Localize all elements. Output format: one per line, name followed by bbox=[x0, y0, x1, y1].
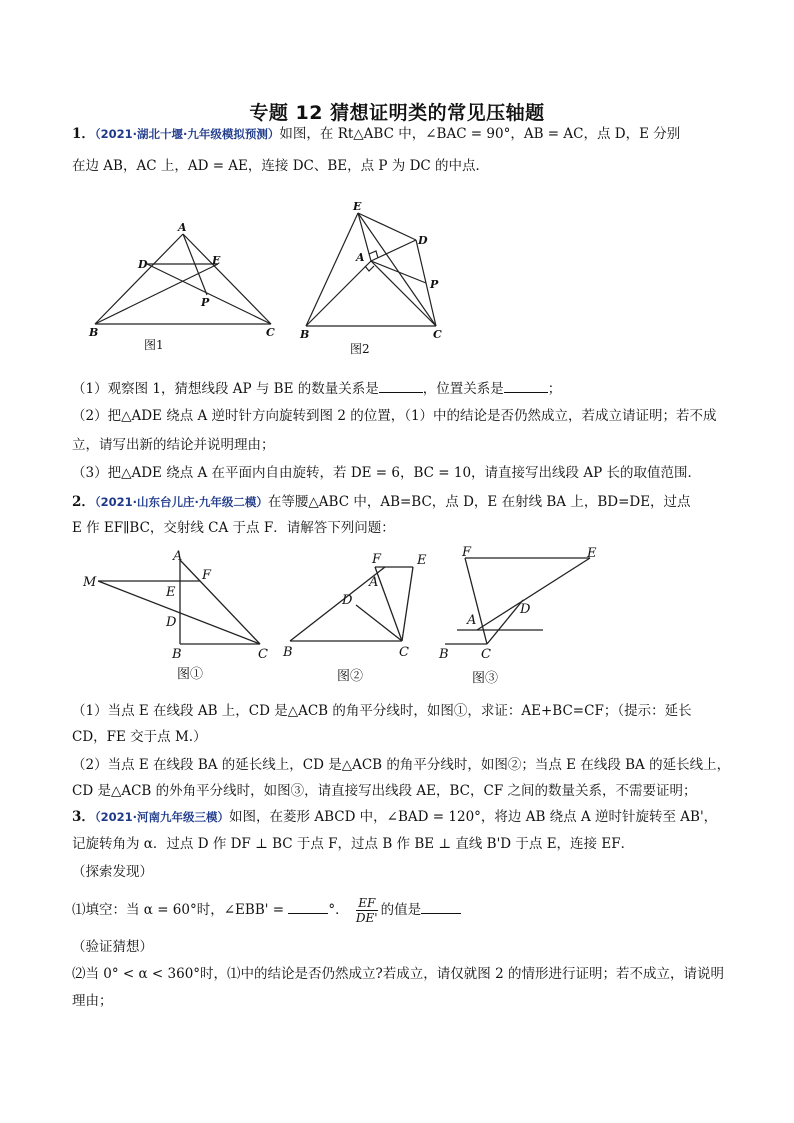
q3-source: （2021·河南九年级三模） bbox=[94, 810, 230, 824]
q3-explore-label: （探索发现） bbox=[72, 864, 153, 880]
f1-label-b: B bbox=[89, 326, 99, 339]
g3-label-f: F bbox=[462, 545, 472, 560]
q1-stem-line2: 在边 AB，AC 上，AD = AE，连接 DC、BE，点 P 为 DC 的中点． bbox=[72, 158, 490, 174]
q2-figure-2 bbox=[280, 545, 435, 665]
q1-figure-2 bbox=[296, 198, 456, 348]
q3-number: 3． bbox=[72, 809, 95, 825]
g1-label-b: B bbox=[172, 647, 182, 662]
q2-stem-line2: E 作 EF∥BC，交射线 CA 于点 F．请解答下列问题： bbox=[72, 520, 395, 536]
q1-blank-quantity[interactable] bbox=[379, 380, 423, 393]
q3-stem-line2: 记旋转角为 α．过点 D 作 DF ⊥ BC 于点 F，过点 B 作 BE ⊥ 直线 B'D 于点 E，连接 EF． bbox=[72, 836, 635, 852]
g2-label-c: C bbox=[399, 645, 409, 660]
f1-label-p: P bbox=[201, 296, 210, 309]
f2-label-e: E bbox=[353, 200, 362, 213]
q1-fig1-caption: 图1 bbox=[144, 338, 164, 352]
q2-stem-text1: 在等腰△ABC 中，AB=BC，点 D，E 在射线 BA 上，BD=DE，过点 bbox=[267, 494, 691, 510]
g1-label-a: A bbox=[173, 549, 183, 564]
q1-part2-line1: （2）把△ADE 绕点 A 逆时针方向旋转到图 2 的位置，（1）中的结论是否仍然成立，若成立请证明；若不成 bbox=[72, 408, 717, 424]
g1-label-m: M bbox=[83, 575, 97, 590]
q3-part1 bbox=[72, 896, 752, 925]
g1-label-f: F bbox=[202, 568, 212, 583]
q2-stem-line1 bbox=[72, 491, 752, 513]
g1-label-e: E bbox=[166, 585, 176, 600]
q3-frac-numerator: EF bbox=[356, 896, 378, 911]
q2-part2-line2: CD 是△ACB 的外角平分线时，如图③，请直接写出线段 AE，BC，CF 之间的数量关系，不需要证明； bbox=[72, 783, 697, 799]
q2-part1-line2: CD，FE 交于点 M.） bbox=[72, 729, 207, 745]
q3-stem-line1 bbox=[72, 806, 752, 828]
q2-number: 2． bbox=[72, 494, 95, 510]
f2-label-p: P bbox=[430, 278, 439, 291]
q1-part3: （3）把△ADE 绕点 A 在平面内自由旋转，若 DE = 6，BC = 10，请直接写出线段 AP 长的取值范围． bbox=[72, 465, 701, 481]
q3-stem-text1: 如图，在菱形 ABCD 中，∠BAD = 120°，将边 AB 绕点 A 逆时针旋转至 AB'， bbox=[229, 809, 718, 825]
q1-number: 1． bbox=[72, 126, 95, 142]
g1-label-c: C bbox=[258, 647, 268, 662]
q2-part2-line1: （2）当点 E 在线段 BA 的延长线上，CD 是△ACB 的角平分线时，如图②；当点 E 在线段 BA 的延长线上， bbox=[72, 757, 731, 773]
q2-figure-3 bbox=[435, 545, 610, 665]
q2-fig3-caption: 图③ bbox=[472, 671, 499, 686]
f2-label-d: D bbox=[418, 234, 428, 247]
q1-part2-line2: 立，请写出新的结论并说明理由； bbox=[72, 437, 275, 453]
q2-source: （2021·山东台儿庄·九年级二模） bbox=[94, 495, 268, 509]
q1-figure-1 bbox=[85, 218, 285, 358]
q3-verify-label: （验证猜想） bbox=[72, 939, 153, 955]
q2-figure-1 bbox=[80, 545, 275, 665]
f1-label-d: D bbox=[138, 258, 148, 271]
q1-part1-b: ，位置关系是 bbox=[422, 381, 504, 397]
g3-label-a: A bbox=[467, 613, 477, 628]
q2-fig1-caption: 图① bbox=[177, 667, 204, 682]
q3-frac-denominator: DE' bbox=[355, 911, 378, 925]
q1-part1-c: ； bbox=[547, 381, 562, 397]
q3-blank-angle[interactable] bbox=[288, 901, 328, 914]
q3-fraction bbox=[356, 896, 378, 925]
f1-label-e: E bbox=[212, 254, 221, 267]
q1-source: （2021·湖北十堰·九年级模拟预测） bbox=[94, 127, 280, 141]
q3-blank-ratio[interactable] bbox=[421, 901, 461, 914]
f1-label-c: C bbox=[266, 326, 275, 339]
q2-fig2-caption: 图② bbox=[337, 669, 364, 684]
q1-stem-line1 bbox=[72, 123, 752, 145]
f2-label-b: B bbox=[300, 328, 310, 341]
page-title: 专题 12 猜想证明类的常见压轴题 bbox=[249, 102, 545, 124]
q2-part1-line1: （1）当点 E 在线段 AB 上，CD 是△ACB 的角平分线时，如图①，求证：AE+BC=CF；（提示：延长 bbox=[72, 703, 692, 719]
g3-label-c: C bbox=[481, 647, 491, 662]
g2-label-b: B bbox=[283, 645, 293, 660]
q3-part2-line1: ⑵当 0° < α < 360°时，⑴中的结论是否仍然成立?若成立，请仅就图 2 的情形进行证明；若不成立，请说明 bbox=[72, 966, 724, 982]
g2-label-e: E bbox=[417, 553, 427, 568]
f2-label-c: C bbox=[433, 328, 442, 341]
q3-part2-line2: 理由； bbox=[72, 993, 113, 1009]
q3-part1-a: ⑴填空：当 α = 60°时，∠EBB' = bbox=[72, 902, 285, 918]
q3-part1-c: 的值是 bbox=[380, 902, 422, 918]
q1-stem-text1: 如图，在 Rt△ABC 中，∠BAC = 90°，AB = AC，点 D，E 分别 bbox=[279, 126, 681, 142]
q3-part1-b: °． bbox=[328, 902, 349, 918]
f1-label-a: A bbox=[178, 221, 187, 234]
g2-label-f: F bbox=[372, 552, 382, 567]
q1-part1 bbox=[72, 378, 752, 400]
g3-label-d: D bbox=[520, 602, 531, 617]
f2-label-a: A bbox=[356, 251, 365, 264]
g1-label-d: D bbox=[166, 615, 177, 630]
q1-fig2-caption: 图2 bbox=[350, 342, 370, 356]
g3-label-e: E bbox=[587, 546, 597, 561]
g2-label-a: A bbox=[369, 575, 379, 590]
g2-label-d: D bbox=[342, 593, 353, 608]
q1-part1-a: （1）观察图 1，猜想线段 AP 与 BE 的数量关系是 bbox=[72, 381, 379, 397]
q1-blank-position[interactable] bbox=[504, 380, 548, 393]
g3-label-b: B bbox=[439, 647, 449, 662]
